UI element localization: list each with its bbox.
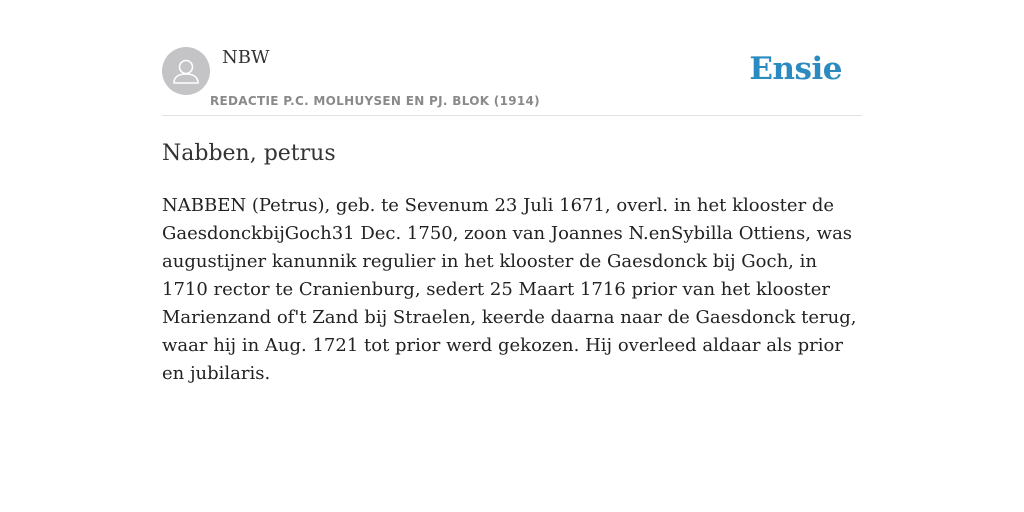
entry-body: NABBEN (Petrus), geb. te Sevenum 23 Juli 1671, overl. in het klooster de GaesdonckbijGoch31 Dec. 1750, zoon van Joannes N.enSybilla Ottiens, was augustijner kanunnik regulier in het klooster de Gaesdonck bij Goch, in 1710 rector te Cranienburg, sedert 25 Maart 1716 prior van het klooster Marienzand of't Zand bij Straelen, keerde daarna naar de Gaesdonck terug, waar hij in Aug. 1721 tot prior werd gekozen. Hij overleed aldaar als prior en jubilaris. (162, 195, 857, 384)
ensie-logo[interactable]: Ensie (749, 51, 842, 87)
user-silhouette-icon (162, 47, 210, 95)
source-avatar[interactable] (162, 47, 210, 95)
source-subtitle: REDACTIE P.C. MOLHUYSEN EN PJ. BLOK (1914) (210, 94, 540, 108)
entry-title: Nabben, petrus (162, 141, 336, 166)
source-header (162, 0, 862, 116)
source-name[interactable]: NBW (222, 47, 270, 68)
